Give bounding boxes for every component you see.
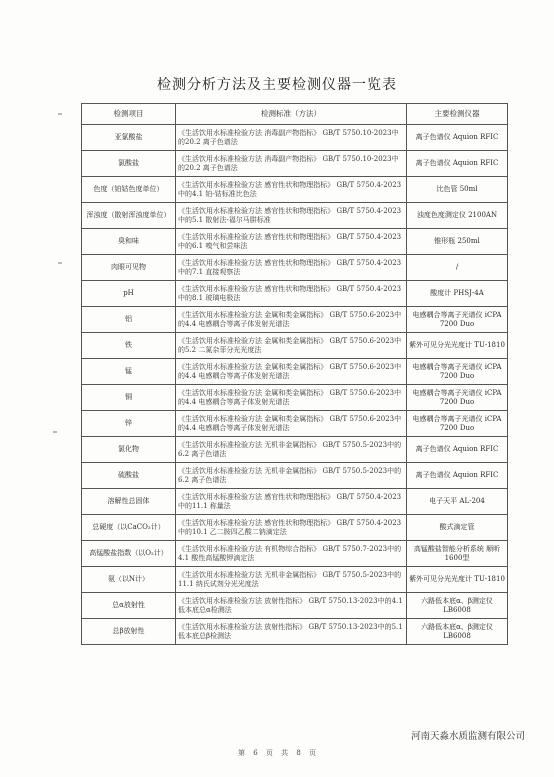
standard-cell: 《生活饮用水标准检验方法 无机非金属指标》 GB/T 5750.5-2023中的6.2 离子色谱法 — [176, 463, 407, 489]
instrument-cell: 电感耦合等离子光谱仪 iCPA 7200 Duo — [407, 385, 508, 411]
methods-table — [81, 103, 508, 645]
table-row — [82, 385, 508, 411]
item-cell: 铜 — [82, 385, 176, 411]
table-header-row — [82, 104, 508, 125]
instrument-cell: 锥形瓶 250ml — [407, 229, 508, 255]
standard-cell: 《生活饮用水标准检验方法 无机非金属指标》 GB/T 5750.5-2023中的11.1 纳氏试剂分光光度法 — [176, 567, 407, 593]
instrument-cell: 离子色谱仪 Aquion RFIC — [407, 151, 508, 177]
standard-cell: 《生活饮用水标准检验方法 感官性状和物理指标》 GB/T 5750.4-2023中的7.1 直接观察法 — [176, 255, 407, 281]
header-instrument: 主要检测仪器 — [407, 104, 508, 125]
item-cell: 氯化物 — [82, 437, 176, 463]
standard-cell: 《生活饮用水标准检验方法 金属和类金属指标》 GB/T 5750.6-2023中的4.4 电感耦合等离子体发射光谱法 — [176, 359, 407, 385]
scan-mark — [58, 113, 62, 115]
standard-cell: 《生活饮用水标准检验方法 金属和类金属指标》 GB/T 5750.6-2023中的4.4 电感耦合等离子体发射光谱法 — [176, 411, 407, 437]
item-cell: 氯酸盐 — [82, 151, 176, 177]
instrument-cell: 紫外可见分光光度计 TU-1810 — [407, 333, 508, 359]
header-item: 检测项目 — [82, 104, 176, 125]
table-row — [82, 359, 508, 385]
item-cell: 铁 — [82, 333, 176, 359]
company-name: 河南天淼水质监测有限公司 — [410, 731, 525, 742]
table-row — [82, 203, 508, 229]
standard-cell: 《生活饮用水标准检验方法 放射性指标》 GB/T 5750.13-2023中的5.1 低本底总β检测法 — [176, 619, 407, 645]
item-cell: 臭和味 — [82, 229, 176, 255]
item-cell: 亚氯酸盐 — [82, 125, 176, 151]
table-row — [82, 437, 508, 463]
table-row — [82, 177, 508, 203]
table-row — [82, 515, 508, 541]
instrument-cell: 紫外可见分光光度计 TU-1810 — [407, 567, 508, 593]
item-cell: 锌 — [82, 411, 176, 437]
table-row — [82, 255, 508, 281]
standard-cell: 《生活饮用水标准检验方法 无机非金属指标》 GB/T 5750.5-2023中的6.2 离子色谱法 — [176, 437, 407, 463]
standard-cell: 《生活饮用水标准检验方法 感官性状和物理指标》 GB/T 5750.4-2023中的5.1 散射法-福尔马肼标准 — [176, 203, 407, 229]
instrument-cell: 电子天平 AL-204 — [407, 489, 508, 515]
instrument-cell: 六路低本底α、β测定仪 LB6008 — [407, 619, 508, 645]
standard-cell: 《生活饮用水标准检验方法 消毒副产物指标》 GB/T 5750.10-2023中的20.2 离子色谱法 — [176, 125, 407, 151]
table-row — [82, 229, 508, 255]
table-row — [82, 151, 508, 177]
item-cell: 色度（铂钴色度单位） — [82, 177, 176, 203]
table-row — [82, 541, 508, 567]
instrument-cell: 电感耦合等离子光谱仪 iCPA 7200 Duo — [407, 307, 508, 333]
instrument-cell: 高锰酸盐智能分析系统 顺昕1600型 — [407, 541, 508, 567]
table-row — [82, 463, 508, 489]
table-row — [82, 489, 508, 515]
table-row — [82, 411, 508, 437]
instrument-cell: 比色管 50ml — [407, 177, 508, 203]
standard-cell: 《生活饮用水标准检验方法 感官性状和物理指标》 GB/T 5750.4-2023中的6.1 嗅气和尝味法 — [176, 229, 407, 255]
standard-cell: 《生活饮用水标准检验方法 感官性状和物理指标》 GB/T 5750.4-2023中的4.1 铂-钴标准比色法 — [176, 177, 407, 203]
table-row — [82, 619, 508, 645]
standard-cell: 《生活饮用水标准检验方法 感官性状和物理指标》 GB/T 5750.4-2023中的10.1 乙二胺四乙酸二钠滴定法 — [176, 515, 407, 541]
item-cell: 高锰酸盐指数（以O₂计） — [82, 541, 176, 567]
item-cell: 浑浊度（散射浑浊度单位） — [82, 203, 176, 229]
instrument-cell: 六路低本底α、β测定仪 LB6008 — [407, 593, 508, 619]
standard-cell: 《生活饮用水标准检验方法 有机物综合指标》 GB/T 5750.7-2023中的4.1 酸性高锰酸钾滴定法 — [176, 541, 407, 567]
standard-cell: 《生活饮用水标准检验方法 金属和类金属指标》 GB/T 5750.6-2023中的5.2 二氮杂菲分光光度法 — [176, 333, 407, 359]
instrument-cell: 电感耦合等离子光谱仪 iCPA 7200 Duo — [407, 411, 508, 437]
standard-cell: 《生活饮用水标准检验方法 感官性状和物理指标》 GB/T 5750.4-2023中的8.1 玻璃电极法 — [176, 281, 407, 307]
table-row — [82, 281, 508, 307]
header-standard: 检测标准（方法） — [176, 104, 407, 125]
standard-cell: 《生活饮用水标准检验方法 消毒副产物指标》 GB/T 5750.10-2023中的20.2 离子色谱法 — [176, 151, 407, 177]
instrument-cell: / — [407, 255, 508, 281]
standard-cell: 《生活饮用水标准检验方法 感官性状和物理指标》 GB/T 5750.4-2023中的11.1 称量法 — [176, 489, 407, 515]
item-cell: 铝 — [82, 307, 176, 333]
table-row — [82, 125, 508, 151]
instrument-cell: 浊度色度测定仪 2100AN — [407, 203, 508, 229]
standard-cell: 《生活饮用水标准检验方法 金属和类金属指标》 GB/T 5750.6-2023中的4.4 电感耦合等离子体发射光谱法 — [176, 385, 407, 411]
instrument-cell: 电感耦合等离子光谱仪 iCPA 7200 Duo — [407, 359, 508, 385]
instrument-cell: 离子色谱仪 Aquion RFIC — [407, 463, 508, 489]
table-row — [82, 307, 508, 333]
table-row — [82, 333, 508, 359]
table-row — [82, 593, 508, 619]
item-cell: 总硬度（以CaCO₃计） — [82, 515, 176, 541]
instrument-cell: 酸式滴定管 — [407, 515, 508, 541]
table-row — [82, 567, 508, 593]
item-cell: 溶解性总固体 — [82, 489, 176, 515]
item-cell: pH — [82, 281, 176, 307]
standard-cell: 《生活饮用水标准检验方法 金属和类金属指标》 GB/T 5750.6-2023中的4.4 电感耦合等离子体发射光谱法 — [176, 307, 407, 333]
instrument-cell: 离子色谱仪 Aquion RFIC — [407, 125, 508, 151]
scan-mark — [53, 431, 57, 433]
item-cell: 硫酸盐 — [82, 463, 176, 489]
item-cell: 总β放射性 — [82, 619, 176, 645]
scan-mark — [58, 262, 62, 264]
standard-cell: 《生活饮用水标准检验方法 放射性指标》 GB/T 5750.13-2023中的4.1 低本底总α检测法 — [176, 593, 407, 619]
page-number: 第 6 页 共 8 页 — [237, 749, 317, 757]
item-cell: 锰 — [82, 359, 176, 385]
instrument-cell: 酸度计 PHSJ-4A — [407, 281, 508, 307]
item-cell: 氨（以N计） — [82, 567, 176, 593]
instrument-cell: 离子色谱仪 Aquion RFIC — [407, 437, 508, 463]
page-title: 检测分析方法及主要检测仪器一览表 — [157, 77, 397, 93]
item-cell: 总α放射性 — [82, 593, 176, 619]
item-cell: 肉眼可见物 — [82, 255, 176, 281]
